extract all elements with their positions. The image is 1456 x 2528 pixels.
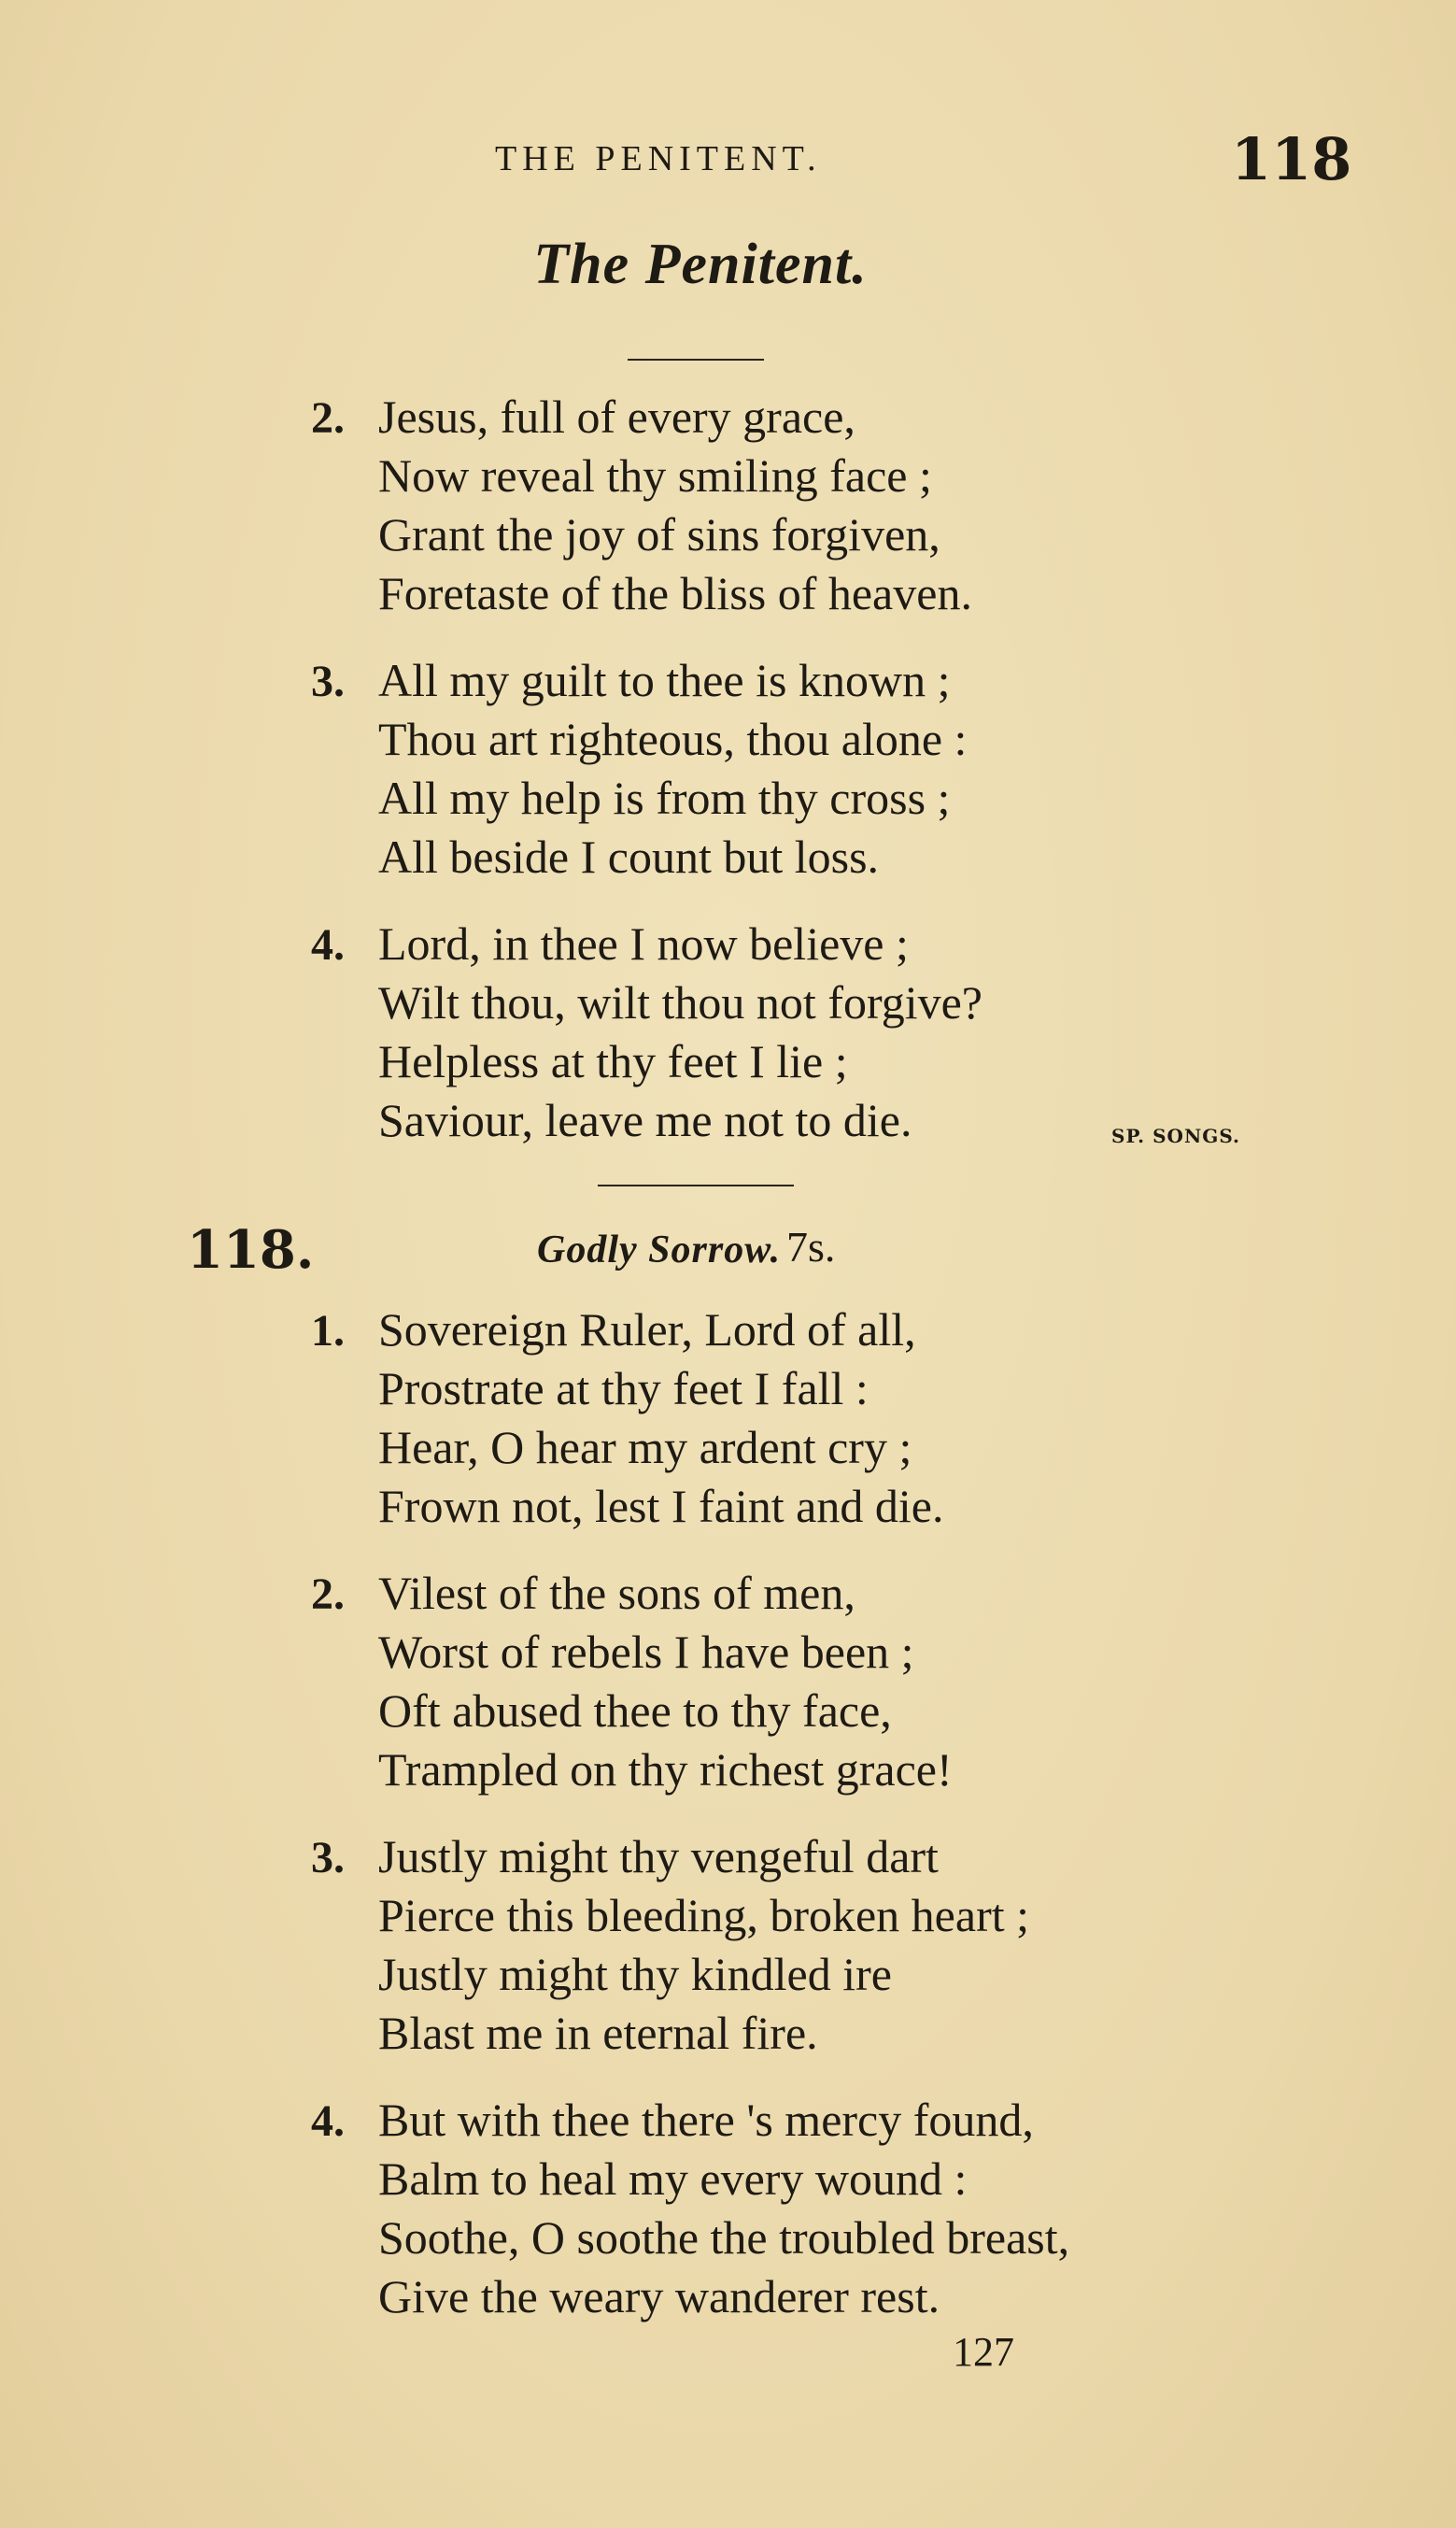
stanza-number: 4. — [311, 2096, 345, 2146]
attribution: SP. SONGS. — [1111, 1125, 1241, 1147]
stanza-number: 3. — [311, 1833, 345, 1882]
stanza-line: Grant the joy of sins forgiven, — [378, 508, 940, 561]
stanza-line: Vilest of the sons of men, — [378, 1567, 855, 1619]
page-number: 118 — [1231, 125, 1352, 193]
stanza-line: Pierce this bleeding, broken heart ; — [378, 1889, 1029, 1941]
stanza-line: All beside I count but loss. — [378, 831, 880, 883]
title-rule — [628, 359, 764, 361]
hymn-meter: 7s. — [786, 1223, 836, 1271]
stanza-line: Hear, O hear my ardent cry ; — [378, 1421, 912, 1473]
stanza-number: 2. — [311, 1569, 345, 1619]
stanza-line: Oft abused thee to thy face, — [378, 1684, 892, 1737]
stanza-line: Justly might thy kindled ire — [378, 1948, 892, 2000]
stanza-line: Thou art righteous, thou alone : — [378, 713, 968, 765]
stanza-line: But with thee there 's mercy found, — [378, 2094, 1034, 2146]
stanza-line: Lord, in thee I now believe ; — [378, 917, 909, 970]
section-rule — [598, 1185, 794, 1186]
stanza-line: Blast me in eternal fire. — [378, 2007, 818, 2059]
stanza-line: Soothe, O soothe the troubled breast, — [378, 2211, 1070, 2264]
hymn-title: Godly Sorrow. — [537, 1228, 782, 1271]
stanza-line: Foretaste of the bliss of heaven. — [378, 567, 972, 619]
section-title: The Penitent. — [533, 233, 868, 296]
stanza-line: All my help is from thy cross ; — [378, 772, 951, 824]
stanza-line: Balm to heal my every wound : — [378, 2152, 968, 2205]
stanza-line: Saviour, leave me not to die. — [378, 1094, 912, 1146]
stanza-line: Give the weary wanderer rest. — [378, 2270, 940, 2322]
stanza-line: Worst of rebels I have been ; — [378, 1626, 914, 1678]
stanza-line: Wilt thou, wilt thou not forgive? — [378, 976, 982, 1029]
stanza-line: Trampled on thy richest grace! — [378, 1743, 953, 1796]
stanza-line: Prostrate at thy feet I fall : — [378, 1362, 869, 1414]
stanza-line: Justly might thy vengeful dart — [378, 1830, 939, 1882]
stanza-line: Jesus, full of every grace, — [378, 391, 855, 443]
stanza-number: 2. — [311, 393, 345, 443]
footer-page-number: 127 — [953, 2329, 1014, 2375]
stanza-line: Helpless at thy feet I lie ; — [378, 1035, 848, 1087]
running-head: THE PENITENT. — [495, 139, 822, 178]
stanza-number: 1. — [311, 1306, 345, 1356]
stanza-number: 4. — [311, 920, 345, 970]
stanza-number: 3. — [311, 657, 345, 706]
stanza-line: All my guilt to thee is known ; — [378, 654, 951, 706]
stanza-line: Now reveal thy smiling face ; — [378, 449, 932, 502]
hymn-number: 118. — [187, 1219, 315, 1281]
stanza-line: Sovereign Ruler, Lord of all, — [378, 1303, 916, 1356]
stanza-line: Frown not, lest I faint and die. — [378, 1480, 944, 1532]
